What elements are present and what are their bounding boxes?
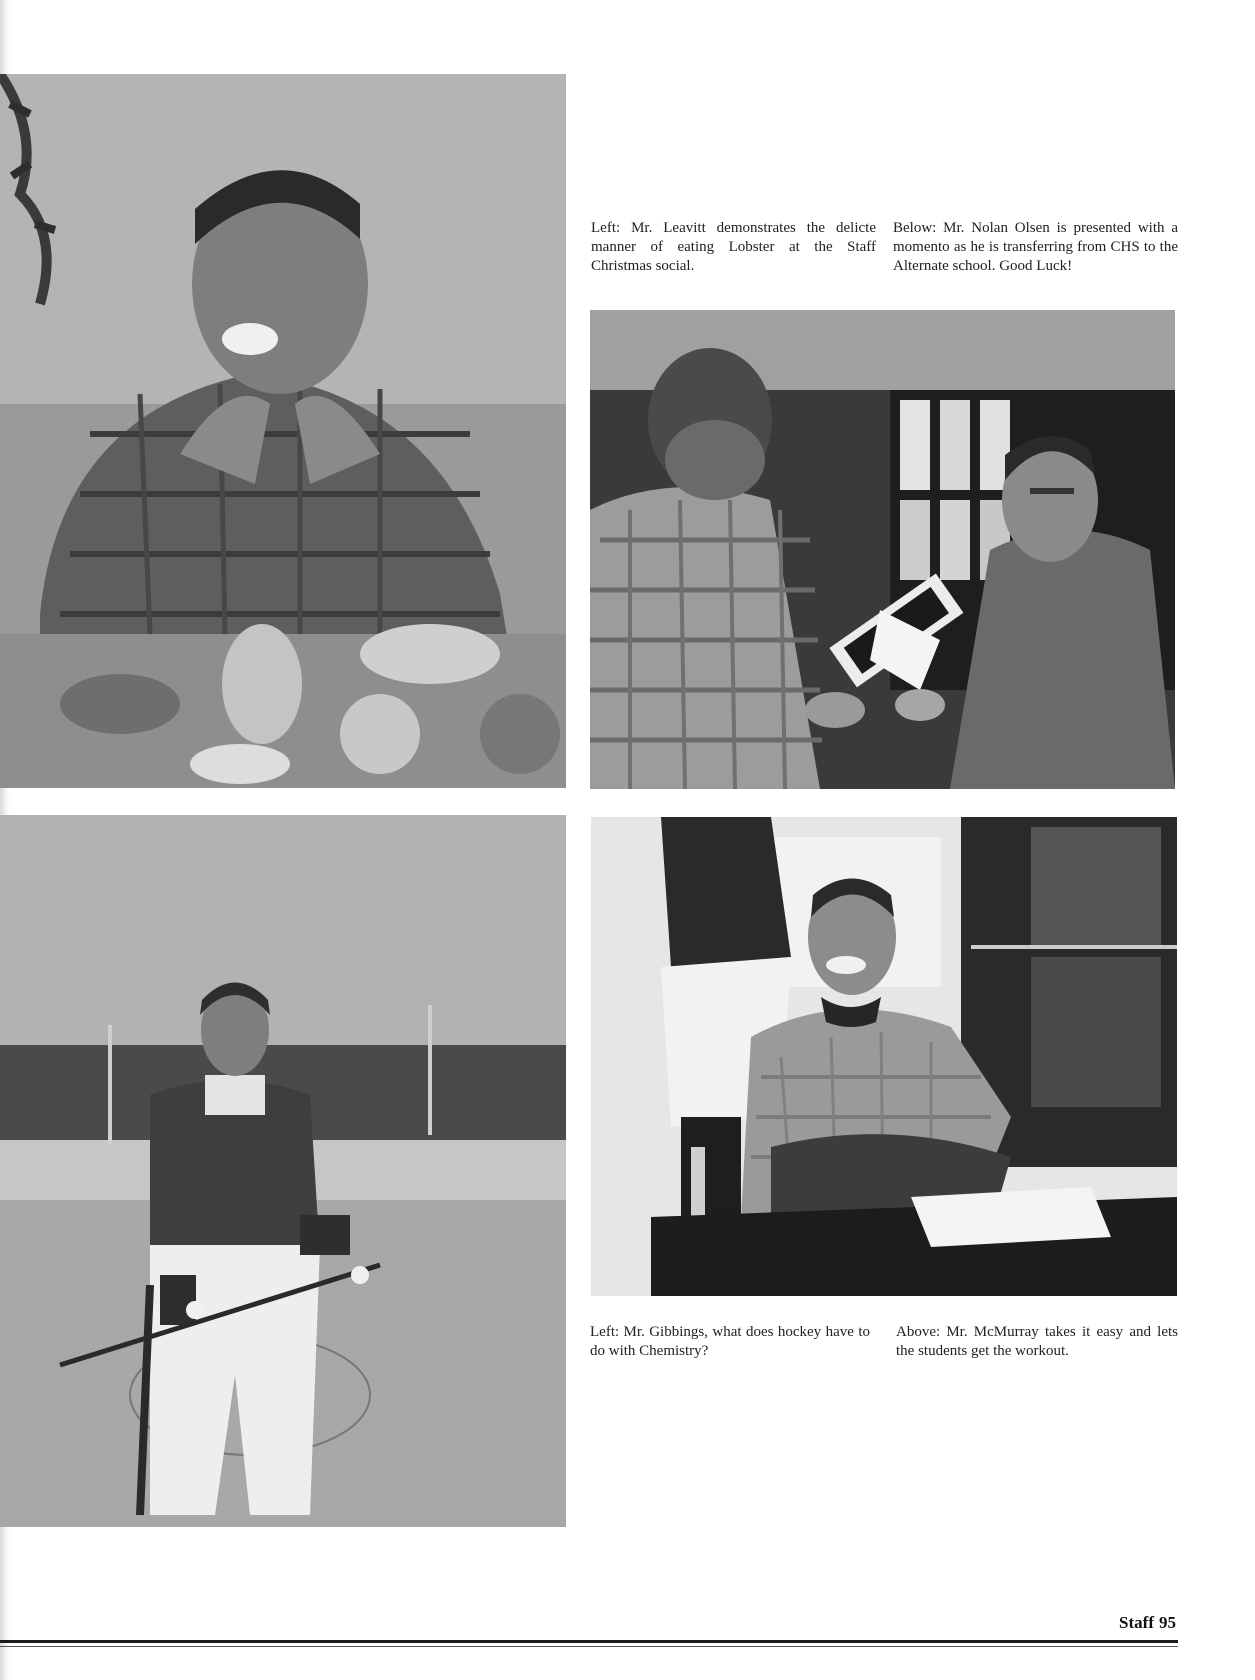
footer-rule-thin (0, 1646, 1178, 1647)
caption-olsen: Below: Mr. Nolan Olsen is presented with a momento as he is transferring from CHS to the Alternate school. Good Luck! (893, 220, 1178, 274)
photo-leavitt-lobster (0, 74, 566, 788)
photo-mcmurray-relax (591, 817, 1177, 1296)
photo-olsen-presentation (590, 310, 1175, 789)
folio-page-number: 95 (1159, 1613, 1176, 1632)
photo-gibbings-hockey (0, 815, 566, 1527)
caption-leavitt: Left: Mr. Leavitt demonstrates the delicte manner of eating Lobster at the Staff Christmas social. (591, 220, 876, 274)
footer-rule (0, 1640, 1178, 1643)
folio-section: Staff (1119, 1613, 1154, 1632)
caption-mcmurray: Above: Mr. McMurray takes it easy and lets the students get the workout. (896, 1324, 1178, 1359)
page-folio (1060, 1613, 1176, 1633)
caption-gibbings: Left: Mr. Gibbings, what does hockey have to do with Chemistry? (590, 1324, 870, 1359)
